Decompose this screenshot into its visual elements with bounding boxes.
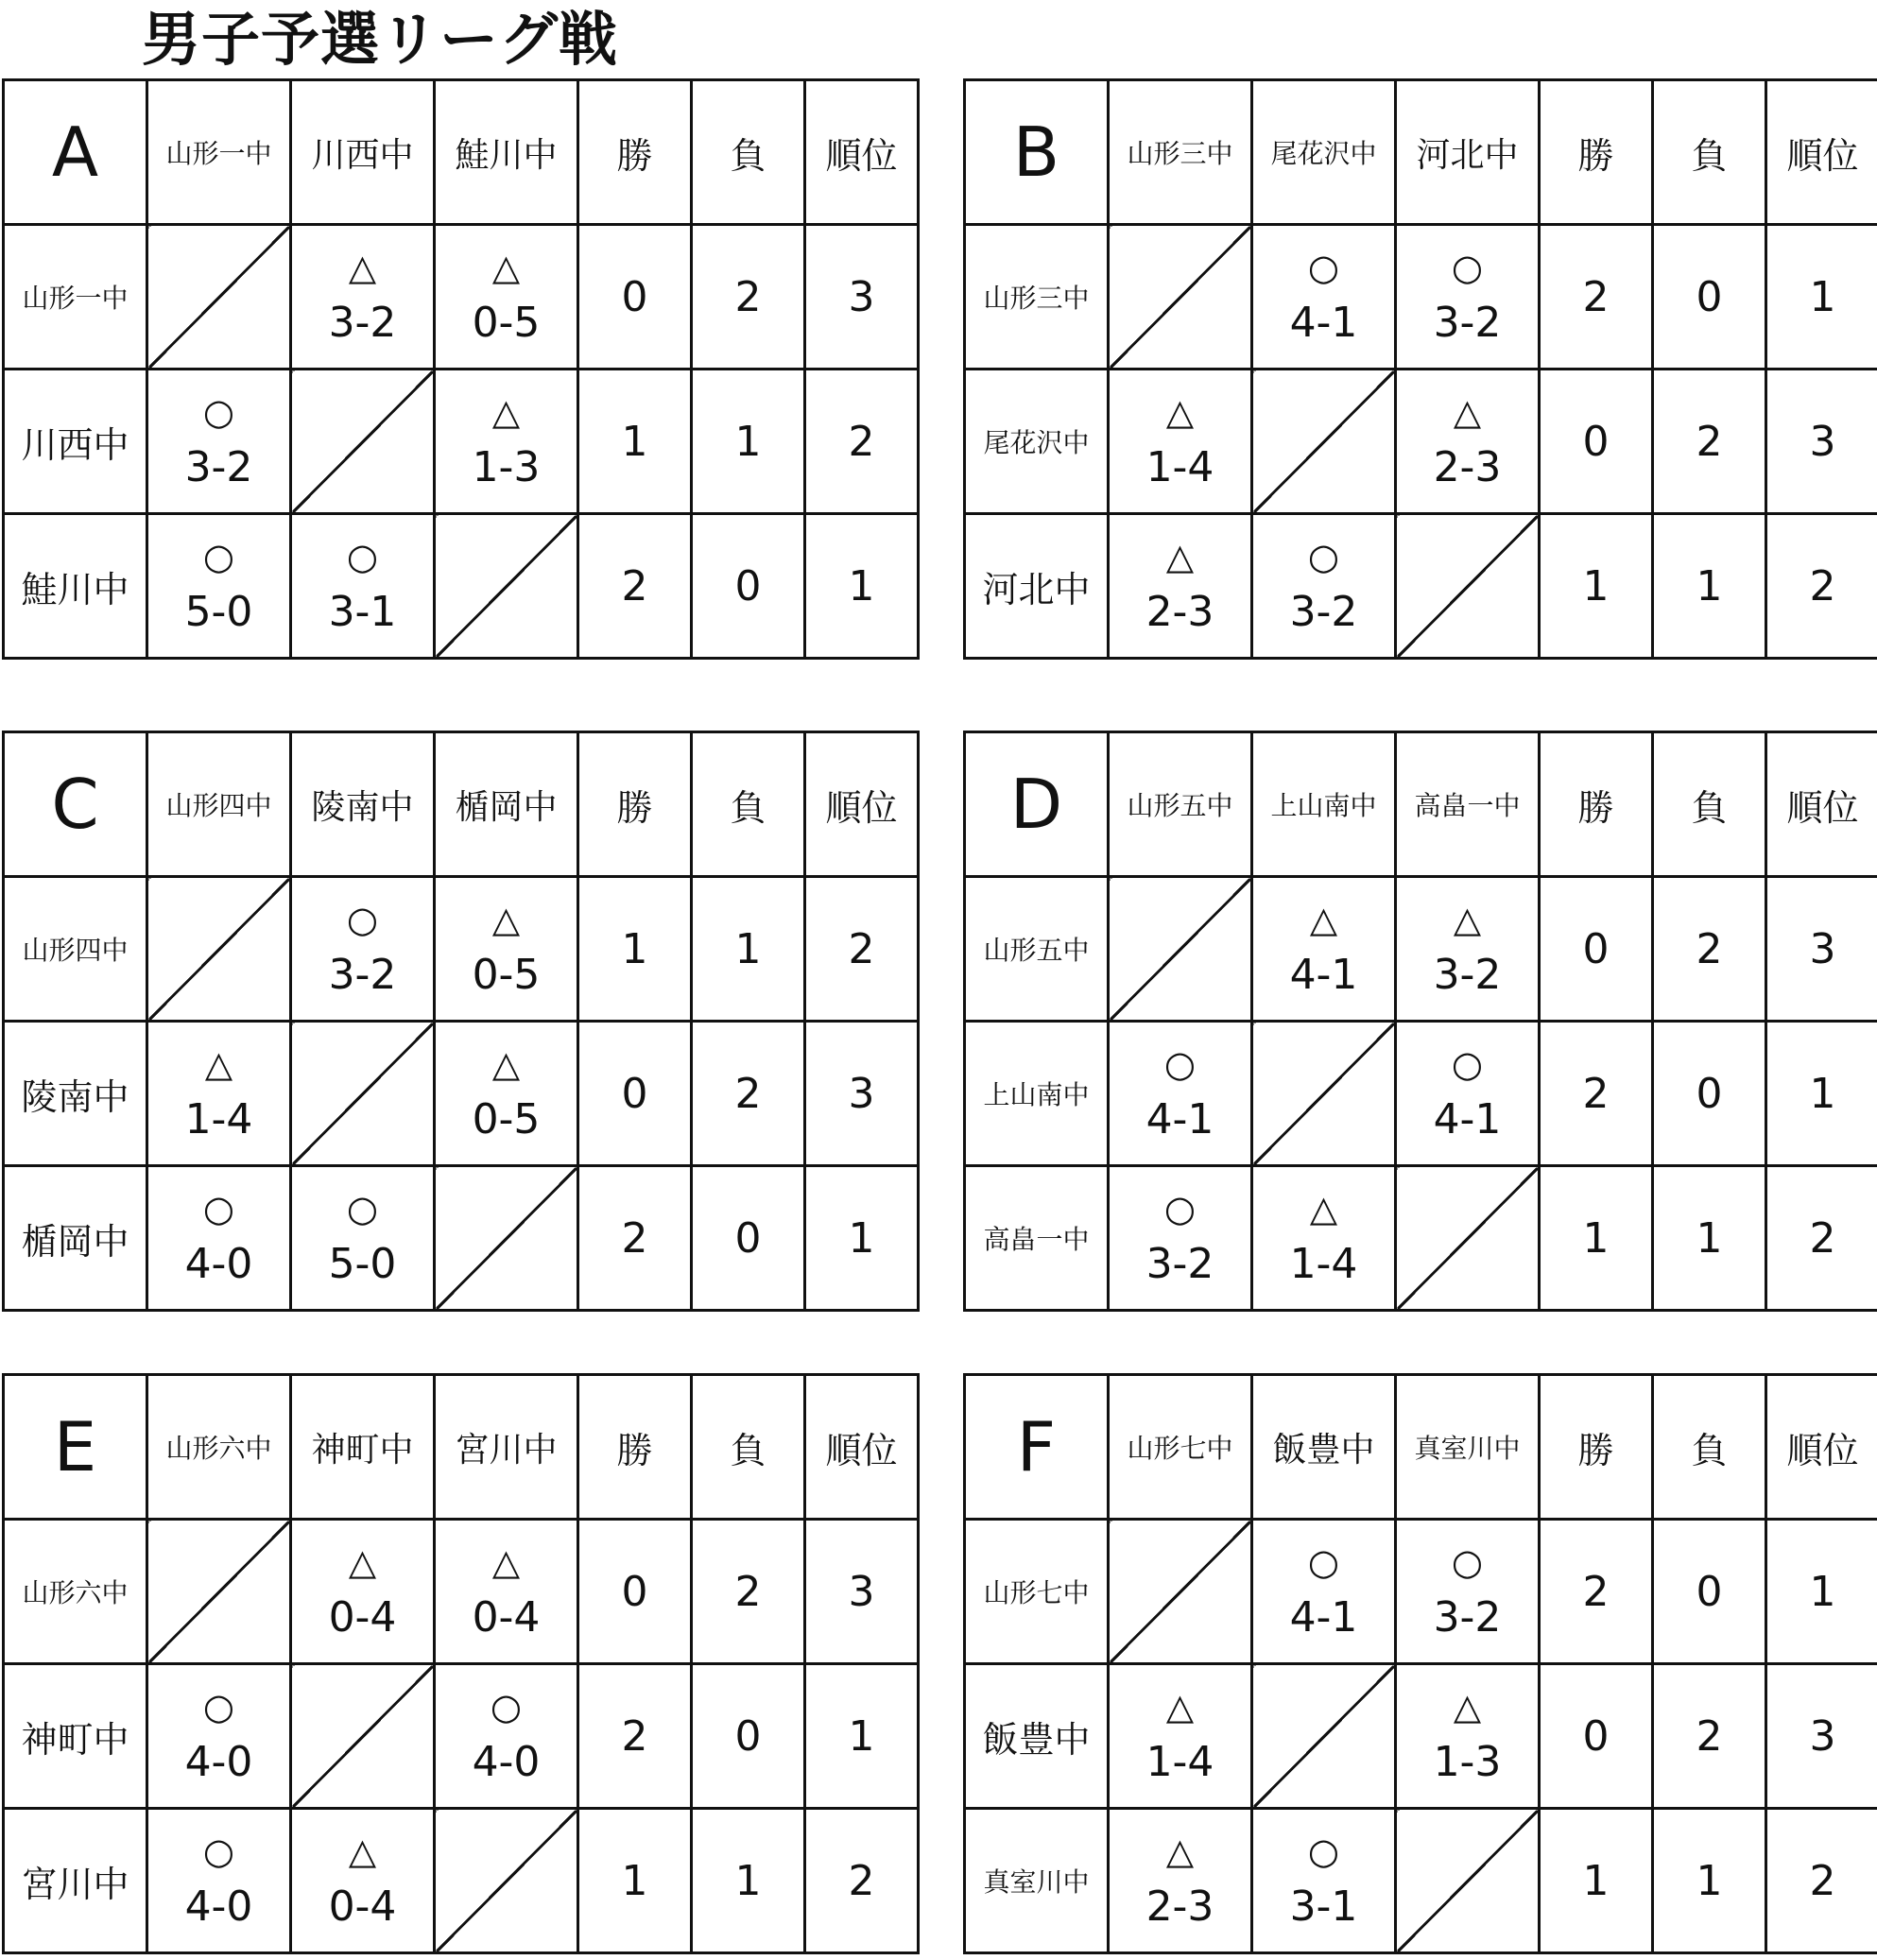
match-result-cell xyxy=(1396,370,1540,514)
match-result-cell xyxy=(147,1022,291,1166)
header-row xyxy=(4,1375,919,1520)
win-column-header: 勝 xyxy=(1540,1375,1653,1520)
table-row xyxy=(4,1664,919,1809)
diagonal-cell xyxy=(1109,225,1252,370)
loss-count: 0 xyxy=(1653,1520,1766,1664)
result-mark: ○ xyxy=(346,1188,379,1229)
row-team-name: 楯岡中 xyxy=(4,1166,147,1311)
match-score: 3-2 xyxy=(328,299,397,347)
result-mark: △ xyxy=(491,1043,521,1085)
row-team-name: 山形六中 xyxy=(4,1520,147,1664)
diagonal-cell xyxy=(147,877,291,1022)
team-column-header: 楯岡中 xyxy=(435,732,578,877)
row-team-name: 山形四中 xyxy=(4,877,147,1022)
result-mark: ○ xyxy=(1307,536,1340,577)
rank-column-header: 順位 xyxy=(1766,1375,1877,1520)
table-row xyxy=(965,1166,1877,1311)
row-team-name: 真室川中 xyxy=(965,1809,1109,1953)
loss-count: 2 xyxy=(692,1520,805,1664)
team-column-header: 山形五中 xyxy=(1109,732,1252,877)
diagonal-cell xyxy=(1396,1809,1540,1953)
result-mark: ○ xyxy=(1163,1043,1197,1085)
result-mark: △ xyxy=(348,1831,377,1872)
table-row xyxy=(4,1809,919,1953)
match-result-cell xyxy=(1109,1664,1252,1809)
match-score: 0-5 xyxy=(472,951,541,999)
match-result-cell xyxy=(435,1022,578,1166)
row-team-name: 鮭川中 xyxy=(4,514,147,659)
match-score: 0-5 xyxy=(472,299,541,347)
team-column-header: 神町中 xyxy=(291,1375,435,1520)
team-column-header: 山形四中 xyxy=(147,732,291,877)
rank-column-header: 順位 xyxy=(805,1375,919,1520)
team-column-header: 高畠一中 xyxy=(1396,732,1540,877)
match-result-cell xyxy=(1252,1809,1396,1953)
team-column-header: 山形一中 xyxy=(147,80,291,225)
result-mark: ○ xyxy=(1451,247,1484,288)
diagonal-cell xyxy=(291,1022,435,1166)
match-score: 4-0 xyxy=(184,1240,253,1288)
rank-count: 2 xyxy=(805,370,919,514)
row-team-name: 山形三中 xyxy=(965,225,1109,370)
win-count: 2 xyxy=(1540,1520,1653,1664)
table-row xyxy=(965,1664,1877,1809)
match-result-cell xyxy=(1396,1022,1540,1166)
header-row xyxy=(4,80,919,225)
match-result-cell xyxy=(435,1664,578,1809)
team-column-header: 真室川中 xyxy=(1396,1375,1540,1520)
loss-count: 1 xyxy=(1653,1166,1766,1311)
match-result-cell xyxy=(1252,877,1396,1022)
rank-column-header: 順位 xyxy=(805,80,919,225)
win-column-header: 勝 xyxy=(578,1375,692,1520)
result-mark: △ xyxy=(1453,899,1482,940)
win-count: 0 xyxy=(578,1520,692,1664)
table-row xyxy=(4,877,919,1022)
result-mark: ○ xyxy=(346,899,379,940)
win-count: 1 xyxy=(1540,1809,1653,1953)
row-team-name: 山形五中 xyxy=(965,877,1109,1022)
table-row xyxy=(965,225,1877,370)
pool-letter: F xyxy=(965,1375,1109,1520)
diagonal-cell xyxy=(435,1809,578,1953)
result-mark: △ xyxy=(491,247,521,288)
match-score: 3-2 xyxy=(1433,951,1502,999)
loss-count: 1 xyxy=(692,370,805,514)
loss-count: 2 xyxy=(1653,370,1766,514)
header-row xyxy=(965,1375,1877,1520)
match-result-cell xyxy=(147,1166,291,1311)
loss-count: 1 xyxy=(692,1809,805,1953)
loss-column-header: 負 xyxy=(692,732,805,877)
loss-count: 0 xyxy=(692,1664,805,1809)
diagonal-cell xyxy=(435,1166,578,1311)
league-table-f xyxy=(963,1373,1877,1954)
result-mark: ○ xyxy=(1307,1831,1340,1872)
diagonal-cell xyxy=(147,225,291,370)
match-score: 3-2 xyxy=(184,443,253,491)
loss-count: 0 xyxy=(1653,1022,1766,1166)
diagonal-cell xyxy=(1109,877,1252,1022)
team-column-header: 川西中 xyxy=(291,80,435,225)
team-column-header: 鮭川中 xyxy=(435,80,578,225)
result-mark: ○ xyxy=(202,1188,235,1229)
team-column-header: 山形六中 xyxy=(147,1375,291,1520)
league-table-a xyxy=(2,78,920,660)
row-team-name: 宮川中 xyxy=(4,1809,147,1953)
row-team-name: 川西中 xyxy=(4,370,147,514)
result-mark: △ xyxy=(491,391,521,433)
match-result-cell xyxy=(1109,370,1252,514)
table-row xyxy=(965,1809,1877,1953)
win-count: 2 xyxy=(578,1166,692,1311)
rank-count: 3 xyxy=(805,225,919,370)
team-column-header: 上山南中 xyxy=(1252,732,1396,877)
result-mark: ○ xyxy=(1307,247,1340,288)
match-score: 4-1 xyxy=(1289,951,1358,999)
win-count: 2 xyxy=(1540,1022,1653,1166)
diagonal-cell xyxy=(1396,1166,1540,1311)
match-score: 0-4 xyxy=(328,1883,397,1931)
diagonal-cell xyxy=(1252,370,1396,514)
match-result-cell xyxy=(1252,514,1396,659)
match-score: 4-0 xyxy=(472,1738,541,1786)
match-score: 3-2 xyxy=(1289,588,1358,636)
loss-count: 1 xyxy=(692,877,805,1022)
match-result-cell xyxy=(435,225,578,370)
table-row xyxy=(4,514,919,659)
match-score: 2-3 xyxy=(1433,443,1502,491)
result-mark: △ xyxy=(348,1541,377,1583)
row-team-name: 陵南中 xyxy=(4,1022,147,1166)
page-title: 男子予選リーグ戦 xyxy=(142,5,619,74)
match-result-cell xyxy=(291,514,435,659)
diagonal-cell xyxy=(1252,1664,1396,1809)
match-result-cell xyxy=(1252,1520,1396,1664)
match-score: 4-1 xyxy=(1433,1095,1502,1143)
result-mark: ○ xyxy=(346,536,379,577)
loss-count: 2 xyxy=(692,225,805,370)
loss-column-header: 負 xyxy=(1653,80,1766,225)
league-table-e xyxy=(2,1373,920,1954)
rank-count: 1 xyxy=(805,514,919,659)
result-mark: △ xyxy=(1453,1686,1482,1728)
row-team-name: 尾花沢中 xyxy=(965,370,1109,514)
match-result-cell xyxy=(147,1664,291,1809)
rank-count: 3 xyxy=(1766,877,1877,1022)
match-score: 0-4 xyxy=(328,1593,397,1642)
match-result-cell xyxy=(1396,1520,1540,1664)
result-mark: ○ xyxy=(1307,1541,1340,1583)
row-team-name: 高畠一中 xyxy=(965,1166,1109,1311)
match-result-cell xyxy=(435,877,578,1022)
match-result-cell xyxy=(1109,1809,1252,1953)
rank-column-header: 順位 xyxy=(1766,732,1877,877)
rank-count: 3 xyxy=(805,1520,919,1664)
result-mark: △ xyxy=(1453,391,1482,433)
match-score: 4-0 xyxy=(184,1883,253,1931)
row-team-name: 神町中 xyxy=(4,1664,147,1809)
table-row xyxy=(4,370,919,514)
pool-letter: A xyxy=(4,80,147,225)
result-mark: △ xyxy=(1165,391,1195,433)
match-score: 3-2 xyxy=(328,951,397,999)
match-result-cell xyxy=(1396,225,1540,370)
win-count: 2 xyxy=(1540,225,1653,370)
match-score: 0-5 xyxy=(472,1095,541,1143)
win-count: 0 xyxy=(1540,877,1653,1022)
match-score: 1-4 xyxy=(1145,1738,1214,1786)
table-row xyxy=(965,514,1877,659)
result-mark: △ xyxy=(1165,1831,1195,1872)
match-score: 1-4 xyxy=(1145,443,1214,491)
match-score: 2-3 xyxy=(1145,588,1214,636)
diagonal-cell xyxy=(291,370,435,514)
win-column-header: 勝 xyxy=(1540,732,1653,877)
table-row xyxy=(4,1166,919,1311)
match-result-cell xyxy=(147,1809,291,1953)
win-count: 0 xyxy=(578,225,692,370)
loss-column-header: 負 xyxy=(692,1375,805,1520)
pool-letter: B xyxy=(965,80,1109,225)
league-table-b xyxy=(963,78,1877,660)
team-column-header: 宮川中 xyxy=(435,1375,578,1520)
row-team-name: 山形一中 xyxy=(4,225,147,370)
match-result-cell xyxy=(435,370,578,514)
table-row xyxy=(965,1022,1877,1166)
result-mark: △ xyxy=(1165,1686,1195,1728)
win-count: 2 xyxy=(578,514,692,659)
rank-count: 1 xyxy=(1766,1022,1877,1166)
result-mark: △ xyxy=(1309,1188,1338,1229)
loss-count: 2 xyxy=(1653,877,1766,1022)
loss-count: 2 xyxy=(1653,1664,1766,1809)
match-result-cell xyxy=(1252,1166,1396,1311)
row-team-name: 上山南中 xyxy=(965,1022,1109,1166)
table-row xyxy=(4,1022,919,1166)
diagonal-cell xyxy=(291,1664,435,1809)
row-team-name: 飯豊中 xyxy=(965,1664,1109,1809)
match-score: 3-2 xyxy=(1145,1240,1214,1288)
win-count: 1 xyxy=(578,1809,692,1953)
rank-count: 3 xyxy=(805,1022,919,1166)
result-mark: ○ xyxy=(1451,1043,1484,1085)
row-team-name: 河北中 xyxy=(965,514,1109,659)
result-mark: △ xyxy=(1165,536,1195,577)
result-mark: ○ xyxy=(202,1686,235,1728)
pool-letter: D xyxy=(965,732,1109,877)
result-mark: △ xyxy=(491,1541,521,1583)
loss-count: 0 xyxy=(1653,225,1766,370)
match-result-cell xyxy=(291,1809,435,1953)
match-result-cell xyxy=(291,1520,435,1664)
loss-column-header: 負 xyxy=(692,80,805,225)
match-result-cell xyxy=(1396,877,1540,1022)
loss-count: 0 xyxy=(692,514,805,659)
header-row xyxy=(965,732,1877,877)
match-score: 4-1 xyxy=(1145,1095,1214,1143)
rank-count: 2 xyxy=(1766,514,1877,659)
rank-count: 2 xyxy=(1766,1166,1877,1311)
match-score: 3-1 xyxy=(1289,1883,1358,1931)
loss-column-header: 負 xyxy=(1653,732,1766,877)
rank-count: 3 xyxy=(1766,1664,1877,1809)
loss-count: 1 xyxy=(1653,514,1766,659)
table-row xyxy=(965,877,1877,1022)
result-mark: △ xyxy=(491,899,521,940)
match-score: 4-0 xyxy=(184,1738,253,1786)
match-score: 3-1 xyxy=(328,588,397,636)
match-score: 4-1 xyxy=(1289,1593,1358,1642)
team-column-header: 山形七中 xyxy=(1109,1375,1252,1520)
rank-count: 1 xyxy=(1766,1520,1877,1664)
match-score: 1-4 xyxy=(1289,1240,1358,1288)
team-column-header: 飯豊中 xyxy=(1252,1375,1396,1520)
table-row xyxy=(965,370,1877,514)
pool-letter: E xyxy=(4,1375,147,1520)
match-score: 2-3 xyxy=(1145,1883,1214,1931)
rank-count: 2 xyxy=(805,877,919,1022)
match-score: 5-0 xyxy=(184,588,253,636)
header-row xyxy=(965,80,1877,225)
win-column-header: 勝 xyxy=(1540,80,1653,225)
match-result-cell xyxy=(291,225,435,370)
win-column-header: 勝 xyxy=(578,80,692,225)
result-mark: ○ xyxy=(490,1686,523,1728)
team-column-header: 陵南中 xyxy=(291,732,435,877)
rank-count: 1 xyxy=(805,1166,919,1311)
match-result-cell xyxy=(1109,1166,1252,1311)
loss-count: 0 xyxy=(692,1166,805,1311)
diagonal-cell xyxy=(1396,514,1540,659)
win-column-header: 勝 xyxy=(578,732,692,877)
result-mark: ○ xyxy=(202,391,235,433)
win-count: 1 xyxy=(1540,514,1653,659)
match-result-cell xyxy=(147,370,291,514)
result-mark: ○ xyxy=(202,536,235,577)
diagonal-cell xyxy=(435,514,578,659)
match-score: 1-4 xyxy=(184,1095,253,1143)
win-count: 1 xyxy=(578,877,692,1022)
league-table-c xyxy=(2,731,920,1312)
loss-column-header: 負 xyxy=(1653,1375,1766,1520)
match-score: 4-1 xyxy=(1289,299,1358,347)
match-score: 3-2 xyxy=(1433,299,1502,347)
win-count: 1 xyxy=(578,370,692,514)
match-result-cell xyxy=(291,1166,435,1311)
match-result-cell xyxy=(435,1520,578,1664)
win-count: 0 xyxy=(1540,1664,1653,1809)
match-score: 3-2 xyxy=(1433,1593,1502,1642)
result-mark: ○ xyxy=(202,1831,235,1872)
rank-column-header: 順位 xyxy=(1766,80,1877,225)
diagonal-cell xyxy=(1252,1022,1396,1166)
match-result-cell xyxy=(291,877,435,1022)
match-score: 1-3 xyxy=(472,443,541,491)
row-team-name: 山形七中 xyxy=(965,1520,1109,1664)
result-mark: ○ xyxy=(1451,1541,1484,1583)
match-score: 1-3 xyxy=(1433,1738,1502,1786)
rank-count: 2 xyxy=(1766,1809,1877,1953)
header-row xyxy=(4,732,919,877)
league-table-d xyxy=(963,731,1877,1312)
rank-column-header: 順位 xyxy=(805,732,919,877)
result-mark: △ xyxy=(1309,899,1338,940)
diagonal-cell xyxy=(1109,1520,1252,1664)
loss-count: 1 xyxy=(1653,1809,1766,1953)
match-result-cell xyxy=(1252,225,1396,370)
win-count: 0 xyxy=(578,1022,692,1166)
match-result-cell xyxy=(1109,1022,1252,1166)
table-row xyxy=(965,1520,1877,1664)
pool-letter: C xyxy=(4,732,147,877)
match-result-cell xyxy=(1109,514,1252,659)
match-score: 0-4 xyxy=(472,1593,541,1642)
match-result-cell xyxy=(147,514,291,659)
rank-count: 1 xyxy=(805,1664,919,1809)
result-mark: ○ xyxy=(1163,1188,1197,1229)
rank-count: 1 xyxy=(1766,225,1877,370)
win-count: 2 xyxy=(578,1664,692,1809)
result-mark: △ xyxy=(348,247,377,288)
rank-count: 2 xyxy=(805,1809,919,1953)
team-column-header: 山形三中 xyxy=(1109,80,1252,225)
match-result-cell xyxy=(1396,1664,1540,1809)
loss-count: 2 xyxy=(692,1022,805,1166)
team-column-header: 河北中 xyxy=(1396,80,1540,225)
match-score: 5-0 xyxy=(328,1240,397,1288)
win-count: 1 xyxy=(1540,1166,1653,1311)
table-row xyxy=(4,225,919,370)
team-column-header: 尾花沢中 xyxy=(1252,80,1396,225)
rank-count: 3 xyxy=(1766,370,1877,514)
table-row xyxy=(4,1520,919,1664)
diagonal-cell xyxy=(147,1520,291,1664)
result-mark: △ xyxy=(204,1043,233,1085)
win-count: 0 xyxy=(1540,370,1653,514)
